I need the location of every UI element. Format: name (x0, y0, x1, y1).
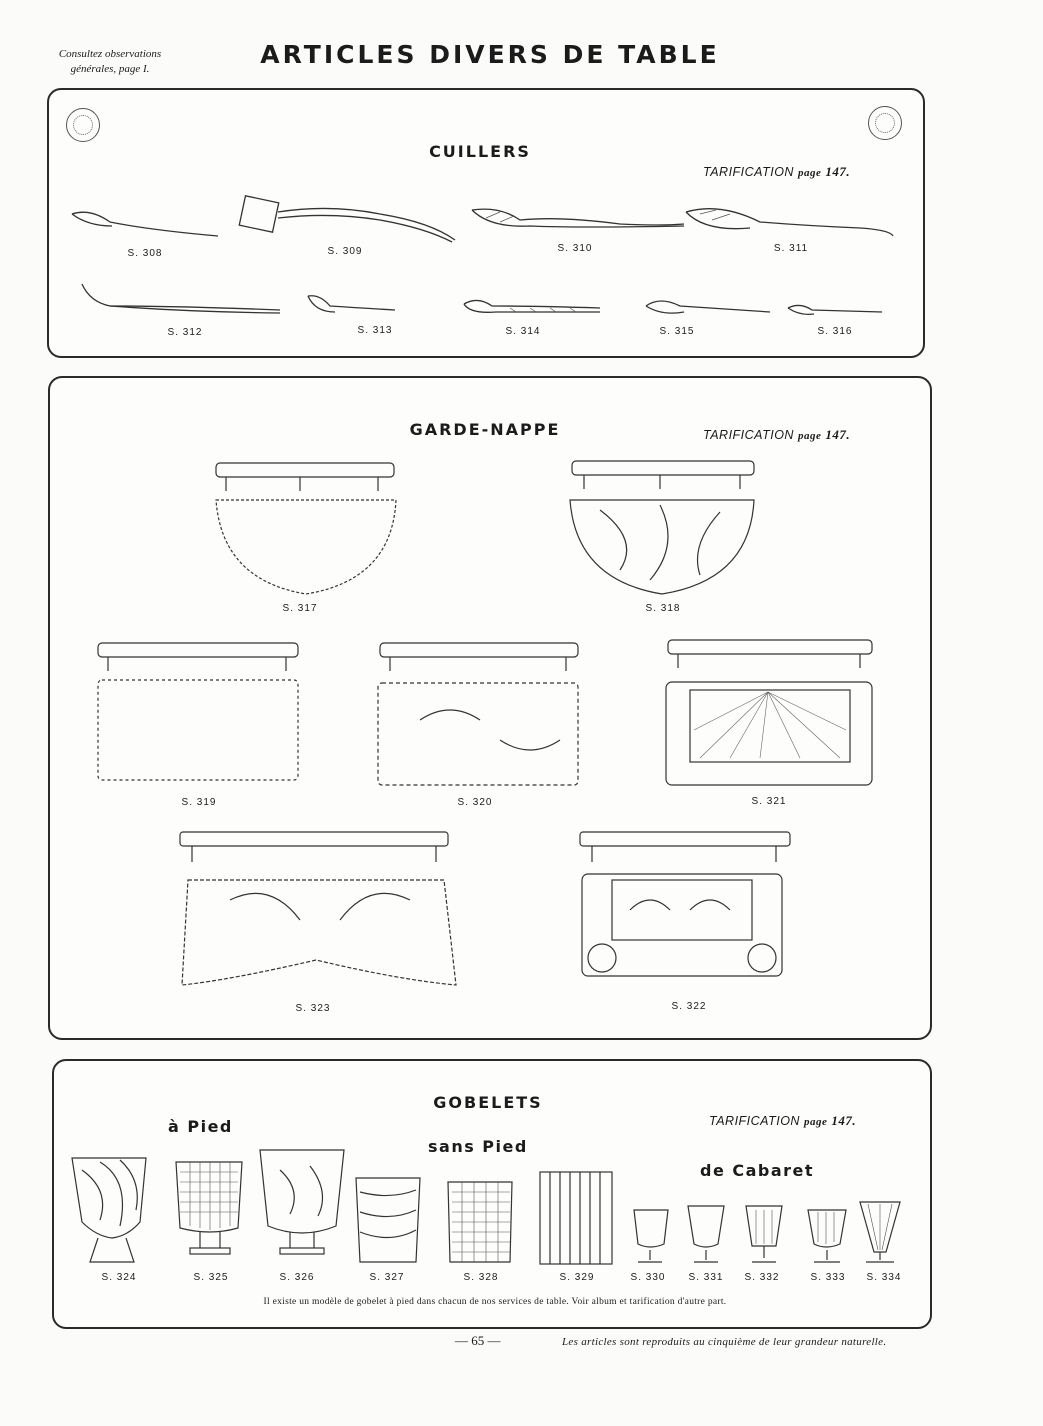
page-title: ARTICLES DIVERS DE TABLE (260, 40, 720, 69)
caption-s319: S. 319 (181, 797, 217, 808)
caption-s311: S. 311 (773, 243, 809, 254)
caption-s322: S. 322 (671, 1001, 707, 1012)
caption-s317: S. 317 (282, 603, 318, 614)
subtitle-de-cabaret: de Cabaret (700, 1161, 815, 1180)
caption-s330: S. 330 (630, 1272, 666, 1283)
caption-s310: S. 310 (557, 243, 593, 254)
gobelets-title: GOBELETS (433, 1093, 543, 1112)
gobelets-footnote: Il existe un modèle de gobelet à pied dans chacun de nos services de table. Voir album et tarification d'autre part. (263, 1297, 727, 1307)
subtitle-a-pied: à Pied (168, 1117, 233, 1136)
reproduction-note: Les articles sont reproduits au cinquième de leur grandeur naturelle. (562, 1336, 887, 1348)
caption-s314: S. 314 (505, 326, 541, 337)
cuillers-title: CUILLERS (429, 142, 531, 161)
caption-s309: S. 309 (327, 246, 363, 257)
caption-s329: S. 329 (559, 1272, 595, 1283)
tarif-label: TARIFICATION (703, 165, 794, 179)
caption-s333: S. 333 (810, 1272, 846, 1283)
header-note-line1: Consultez observations (58, 48, 162, 60)
caption-s326: S. 326 (279, 1272, 315, 1283)
tarif-label: TARIFICATION (709, 1114, 800, 1128)
tarif-label: TARIFICATION (703, 428, 794, 442)
subtitle-sans-pied: sans Pied (428, 1137, 528, 1156)
caption-s308: S. 308 (127, 248, 163, 259)
tarif-page-number: 147. (825, 427, 851, 442)
garde-nappe-title: GARDE-NAPPE (409, 420, 561, 439)
page-number: — 65 — (455, 1333, 501, 1348)
caption-s328: S. 328 (463, 1272, 499, 1283)
caption-s316: S. 316 (817, 326, 853, 337)
caption-s318: S. 318 (645, 603, 681, 614)
caption-s313: S. 313 (357, 325, 393, 336)
caption-s323: S. 323 (295, 1003, 331, 1014)
header-note-line2: générales, page I. (70, 63, 150, 75)
caption-s321: S. 321 (751, 796, 787, 807)
tarif-page-word: page (797, 167, 822, 179)
caption-s320: S. 320 (457, 797, 493, 808)
caption-s327: S. 327 (369, 1272, 405, 1283)
caption-s334: S. 334 (866, 1272, 902, 1283)
tarif-page-word: page (803, 1116, 828, 1128)
caption-s315: S. 315 (659, 326, 695, 337)
tarif-page-number: 147. (825, 164, 851, 179)
caption-s324: S. 324 (101, 1272, 137, 1283)
caption-s331: S. 331 (688, 1272, 724, 1283)
caption-s332: S. 332 (744, 1272, 780, 1283)
tarif-page-number: 147. (831, 1113, 857, 1128)
caption-s325: S. 325 (193, 1272, 229, 1283)
tarif-page-word: page (797, 430, 822, 442)
caption-s312: S. 312 (167, 327, 203, 338)
